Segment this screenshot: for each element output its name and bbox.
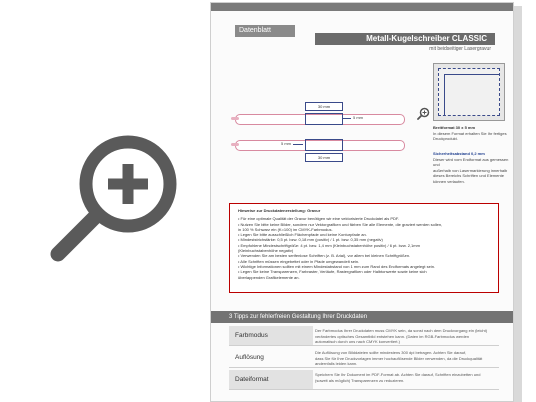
hint-line: • Alle Schriften müssen eingebettet oder in Pfade umgewandelt sein. <box>238 258 360 264</box>
dim-width-top: 30 mm <box>305 102 343 111</box>
pen-tip-bottom <box>231 143 239 146</box>
datasheet-preview[interactable] <box>210 2 514 402</box>
hints-title: Hinweise zur Druckdatenerstellung: Gravur <box>238 208 321 213</box>
engrave-detail <box>433 63 505 121</box>
hint-line: in 100 % Schwarz ein (K=100) im CMYK-Farbmodus. <box>238 226 333 232</box>
tips-title: 3 Tipps zur fehlerfreien Gestaltung Ihrer Druckdaten <box>211 311 513 323</box>
dim-area-top <box>305 113 343 125</box>
hint-line: (Kleinbuchstabenhöhe negativ) <box>238 248 294 254</box>
hint-line: • Nutzen Sie bitte keine Bilder, sondern nur Vektorgrafiken und färben Sie alle Elemente, die graviert werden sollen, <box>238 221 443 227</box>
tip-row <box>229 370 499 390</box>
tip-row <box>229 326 499 346</box>
zoom-in-icon[interactable] <box>44 128 184 268</box>
safety-info: Sicherheitsabstand 0,2 mm Dieser wird vom Endformat aus gemessen und außerhalb von Lasermarkierung innerhalb dieses Bereichs Schriften und Elemente können verlaufen. <box>433 151 509 184</box>
dim-height-bottom: 5 mm <box>281 141 291 146</box>
tip-text: Speichern Sie Ihr Dokument im PDF-Format ab. Achten Sie darauf, Schriften einzubetten und (soweit als möglich) Transparenzen zu reduzieren. <box>315 372 481 383</box>
hint-line: • Legen Sie keine Transparenzen, Farbraster, Verläufe, Rastergrafiken oder Halbtonwerte sowie keine sich <box>238 269 427 275</box>
dim-area-bottom <box>305 139 343 151</box>
datasheet-tab: Datenblatt <box>235 25 295 37</box>
tip-label: Dateiformat <box>229 370 313 389</box>
dim-line-bottom <box>293 144 303 145</box>
hint-line: • Mindeststrichstärke: 0,5 pt. bzw. 0,18 mm (positiv) / 1 pt. bzw. 0,35 mm (negativ) <box>238 237 383 243</box>
product-title: Metall-Kugelschreiber CLASSIC <box>315 33 495 45</box>
header-bar <box>211 3 513 11</box>
dim-height-top: 5 mm <box>353 115 363 120</box>
hint-line: • Wichtige Informationen sollten mit einem Mindestabstand von 1 mm zum Rand des Endformats angelegt sein. <box>238 263 436 269</box>
tip-row <box>229 348 499 368</box>
product-subtitle: mit beidseitiger Lasergravur <box>429 46 491 52</box>
engrave-info: Breitformat 30 x 5 mm In diesem Format erhalten Sie Ihr fertiges Druckprodukt. <box>433 125 507 141</box>
dim-width-bottom: 30 mm <box>305 153 343 162</box>
dim-line-top <box>343 118 351 119</box>
engrave-safety-area <box>444 74 500 116</box>
print-data-hints <box>229 203 499 293</box>
tip-text: Der Farbmodus Ihrer Druckdaten muss CMYK sein, da sonst nach dem Druckvorgang ein (leicht) verändertes optisches Gesamtbild entstehen kann. (Daten im RGB-Farbmodus werden automatisch durch uns nach CMYK konvertiert.) <box>315 328 488 344</box>
hint-line: überlappenden Grafikelemente an. <box>238 274 300 280</box>
small-zoom-icon[interactable] <box>417 107 430 120</box>
hint-line: • Legen Sie bitte ausschließlich Flächenpfade und keine Konturpfade an. <box>238 232 367 238</box>
hint-line: • Für eine optimale Qualität der Gravur benötigen wir eine vektorisierte Druckdatei als PDF. <box>238 216 400 222</box>
tip-label: Farbmodus <box>229 326 313 345</box>
tip-label: Auflösung <box>235 354 264 361</box>
tip-text: Die Auflösung von Bilddateien sollte mindestens 300 dpi betragen. Achten Sie darauf, dass Sie für Ihre Druckvorlagen immer hochauflösende Bilder verwenden, da die Druckqualität andernfalls leiden kann. <box>315 350 483 366</box>
hint-line: • Verwenden Sie am besten serifenlose Schriften (z. B. Arial), vor allem bei kleinen Schriftgrößen. <box>238 253 411 259</box>
hint-line: • Empfohlene Mindestschriftgröße: 4 pt. bzw. 1,4 mm (Kleinbuchstabenhöhe positiv) / 6 pt. bzw. 2,1mm <box>238 242 420 248</box>
pen-tip-top <box>231 117 239 120</box>
